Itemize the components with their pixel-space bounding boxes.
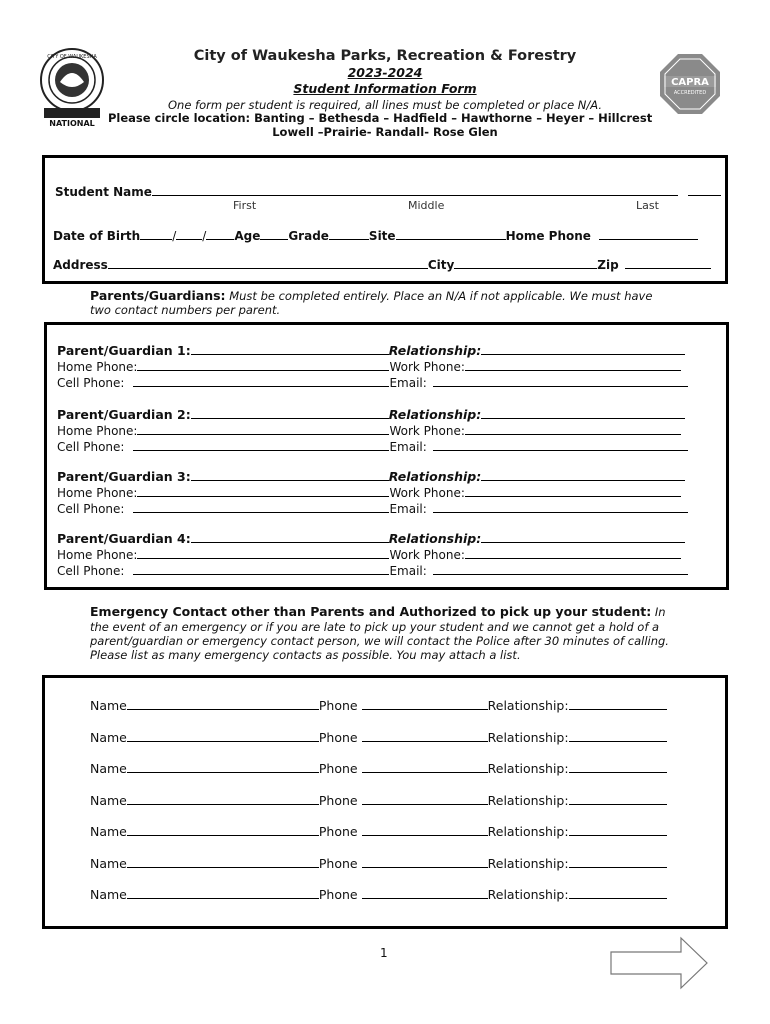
emergency-relationship-label: Relationship: <box>487 792 569 808</box>
first-caption: First <box>233 199 257 212</box>
emergency-relationship-field[interactable] <box>569 793 667 805</box>
form-title-student: Student <box>293 81 350 96</box>
emergency-intro-line3: parent/guardian or emergency contact person, we will contact the Police after 30 minutes of calling. <box>90 634 669 648</box>
site-field[interactable] <box>396 228 506 240</box>
guardian-home-phone-label: Home Phone: <box>57 548 138 562</box>
city-label: City <box>427 258 455 272</box>
guardian-email-label: Email: <box>389 502 427 516</box>
city-field[interactable] <box>454 257 597 269</box>
emergency-intro-heading: Emergency Contact other than Parents and Authorized to pick up your student: <box>90 604 652 619</box>
emergency-phone-field[interactable] <box>362 793 488 805</box>
seal-banner-text: NATIONAL <box>49 119 95 128</box>
guardian-home-phone-field[interactable] <box>137 423 389 435</box>
dob-day-field[interactable] <box>176 228 202 240</box>
emergency-name-field[interactable] <box>127 824 319 836</box>
guardian-home-phone-label: Home Phone: <box>57 424 138 438</box>
emergency-name-label: Name <box>90 887 127 902</box>
emergency-contact-row <box>90 824 667 839</box>
guardian-cell-phone-field[interactable] <box>133 439 389 451</box>
emergency-relationship-field[interactable] <box>569 730 667 742</box>
emergency-name-label: Name <box>90 761 127 776</box>
emergency-phone-field[interactable] <box>362 824 488 836</box>
site-label: Site <box>368 229 396 243</box>
emergency-relationship-label: Relationship: <box>487 698 569 713</box>
zip-field[interactable] <box>625 257 711 269</box>
emergency-name-field[interactable] <box>127 730 319 742</box>
emergency-relationship-field[interactable] <box>569 761 667 773</box>
emergency-name-field[interactable] <box>127 793 319 805</box>
emergency-phone-label: Phone <box>318 761 358 776</box>
guardian-work-phone-field[interactable] <box>465 359 681 371</box>
emergency-intro <box>90 604 666 619</box>
home-phone-field[interactable] <box>599 228 698 240</box>
emergency-name-label: Name <box>90 824 127 839</box>
capra-accredited-text: ACCREDITED <box>673 90 707 96</box>
emergency-relationship-label: Relationship: <box>487 824 569 839</box>
guardian-work-phone-field[interactable] <box>465 485 681 497</box>
guardian-email-label: Email: <box>389 440 427 454</box>
guardian-label: Parent/Guardian 3: <box>57 469 191 484</box>
guardian-name-field[interactable] <box>191 343 389 355</box>
dob-month-field[interactable] <box>140 228 172 240</box>
grade-field[interactable] <box>329 228 369 240</box>
last-caption: Last <box>636 199 659 212</box>
emergency-relationship-field[interactable] <box>569 824 667 836</box>
emergency-phone-field[interactable] <box>362 698 488 710</box>
address-label: Address <box>53 258 108 272</box>
emergency-relationship-label: Relationship: <box>487 761 569 776</box>
zip-label: Zip <box>597 258 619 272</box>
guardian-work-phone-label: Work Phone: <box>389 360 465 374</box>
emergency-name-label: Name <box>90 792 127 808</box>
guardian-relationship-label: Relationship: <box>388 407 482 422</box>
next-page-arrow-icon[interactable] <box>609 936 709 990</box>
guardian-relationship-field[interactable] <box>481 343 685 355</box>
parents-intro-heading: Parents/Guardians: <box>90 288 226 303</box>
emergency-phone-field[interactable] <box>362 761 488 773</box>
emergency-phone-field[interactable] <box>362 856 488 868</box>
emergency-relationship-label: Relationship: <box>487 887 569 902</box>
guardian-home-phone-field[interactable] <box>137 485 389 497</box>
guardian-cell-phone-field[interactable] <box>133 501 389 513</box>
org-title: City of Waukesha Parks, Recreation & Forestry <box>193 48 577 64</box>
emergency-phone-label: Phone <box>318 887 358 902</box>
emergency-phone-label: Phone <box>318 824 358 839</box>
emergency-intro-line2: the event of an emergency or if you are late to pick up your student and we cannot get a hold of a <box>90 620 660 634</box>
guardian-email-label: Email: <box>389 564 427 578</box>
emergency-phone-label: Phone <box>318 855 358 871</box>
guardian-cell-phone-label: Cell Phone: <box>57 502 125 516</box>
emergency-relationship-field[interactable] <box>569 856 667 868</box>
emergency-contact-row <box>90 761 667 776</box>
guardian-work-phone-field[interactable] <box>465 547 681 559</box>
emergency-relationship-field[interactable] <box>569 887 667 899</box>
guardian-relationship-label: Relationship: <box>388 343 482 358</box>
emergency-contact-row <box>90 698 667 713</box>
guardian-email-field[interactable] <box>433 375 688 387</box>
age-field[interactable] <box>260 228 288 240</box>
emergency-name-field[interactable] <box>127 887 319 899</box>
grade-label: Grade <box>288 229 329 243</box>
student-name-field-end[interactable] <box>688 184 721 196</box>
capra-text: CAPRA <box>671 77 709 88</box>
guardian-relationship-field[interactable] <box>481 531 685 543</box>
emergency-phone-label: Phone <box>318 698 358 713</box>
guardian-home-phone-label: Home Phone: <box>57 486 138 500</box>
guardian-block-4 <box>57 531 717 591</box>
emergency-contact-row <box>90 730 667 745</box>
emergency-relationship-label: Relationship: <box>487 729 569 745</box>
guardian-cell-phone-label: Cell Phone: <box>57 440 125 454</box>
guardian-block-1 <box>57 343 717 403</box>
guardian-relationship-field[interactable] <box>481 407 685 419</box>
guardian-label: Parent/Guardian 2: <box>57 407 191 422</box>
parents-intro <box>90 288 652 303</box>
dob-year-field[interactable] <box>206 228 234 240</box>
emergency-phone-field[interactable] <box>362 730 488 742</box>
emergency-name-label: Name <box>90 855 127 871</box>
emergency-name-field[interactable] <box>127 761 319 773</box>
emergency-contact-row <box>90 887 667 902</box>
emergency-contacts-box <box>42 675 728 929</box>
school-year: 2023-2024 <box>347 65 423 80</box>
student-name-field[interactable] <box>152 184 678 196</box>
guardian-home-phone-field[interactable] <box>137 359 389 371</box>
student-name-label: Student Name <box>55 185 152 199</box>
emergency-intro-line4: Please list as many emergency contacts as possible. You may attach a list. <box>90 648 521 662</box>
guardian-label: Parent/Guardian 1: <box>57 343 191 358</box>
dob-label: Date of Birth <box>53 229 141 243</box>
emergency-name-label: Name <box>90 729 127 745</box>
guardian-home-phone-label: Home Phone: <box>57 360 138 374</box>
seal-ring-text: CITY OF WAUKESHA <box>47 54 97 60</box>
emergency-phone-label: Phone <box>318 792 358 808</box>
middle-caption: Middle <box>408 199 445 212</box>
guardian-home-phone-field[interactable] <box>137 547 389 559</box>
location-line-2: Lowell –Prairie- Randall- Rose Glen <box>272 125 498 139</box>
guardian-name-field[interactable] <box>191 407 389 419</box>
guardian-cell-phone-label: Cell Phone: <box>57 564 125 578</box>
guardian-cell-phone-field[interactable] <box>133 375 389 387</box>
address-field[interactable] <box>108 257 428 269</box>
guardian-work-phone-field[interactable] <box>465 423 681 435</box>
parents-intro-text: Must be completed entirely. Place an N/A if not applicable. We must have <box>225 289 653 303</box>
guardian-work-phone-label: Work Phone: <box>389 486 465 500</box>
guardian-name-field[interactable] <box>191 531 389 543</box>
dob-slash: / <box>172 229 177 243</box>
guardian-relationship-field[interactable] <box>481 469 685 481</box>
guardian-block-2 <box>57 407 717 467</box>
emergency-intro-text1: In <box>651 605 666 619</box>
guardian-email-field[interactable] <box>433 563 688 575</box>
emergency-name-label: Name <box>90 698 127 713</box>
guardian-email-field[interactable] <box>433 439 688 451</box>
guardian-email-field[interactable] <box>433 501 688 513</box>
page-number: 1 <box>380 946 388 960</box>
emergency-phone-label: Phone <box>318 729 358 745</box>
guardian-relationship-label: Relationship: <box>388 469 482 484</box>
student-info-box <box>42 155 728 284</box>
home-phone-label: Home Phone <box>505 229 591 243</box>
form-title <box>0 81 770 96</box>
emergency-phone-field[interactable] <box>362 887 488 899</box>
guardian-name-field[interactable] <box>191 469 389 481</box>
guardian-work-phone-label: Work Phone: <box>389 424 465 438</box>
location-line: Please circle location: Banting – Bethesda – Hadfield – Hawthorne – Heyer – Hillcrest <box>108 111 653 125</box>
parents-intro-line2: two contact numbers per parent. <box>90 303 281 317</box>
guardian-work-phone-label: Work Phone: <box>389 548 465 562</box>
emergency-name-field[interactable] <box>127 698 319 710</box>
guardian-relationship-label: Relationship: <box>388 531 482 546</box>
guardian-cell-phone-field[interactable] <box>133 563 389 575</box>
age-label: Age <box>234 229 261 243</box>
emergency-contact-row <box>90 856 667 871</box>
dob-slash-2: / <box>202 229 207 243</box>
emergency-relationship-field[interactable] <box>569 698 667 710</box>
guardian-label: Parent/Guardian 4: <box>57 531 191 546</box>
guardian-cell-phone-label: Cell Phone: <box>57 376 125 390</box>
form-title-rest: Information Form <box>349 81 477 96</box>
emergency-name-field[interactable] <box>127 856 319 868</box>
guardian-email-label: Email: <box>389 376 427 390</box>
guardians-box <box>44 322 729 590</box>
guardian-block-3 <box>57 469 717 529</box>
emergency-relationship-label: Relationship: <box>487 855 569 871</box>
form-note: One form per student is required, all lines must be completed or place N/A. <box>167 98 603 112</box>
emergency-contact-row <box>90 793 667 808</box>
